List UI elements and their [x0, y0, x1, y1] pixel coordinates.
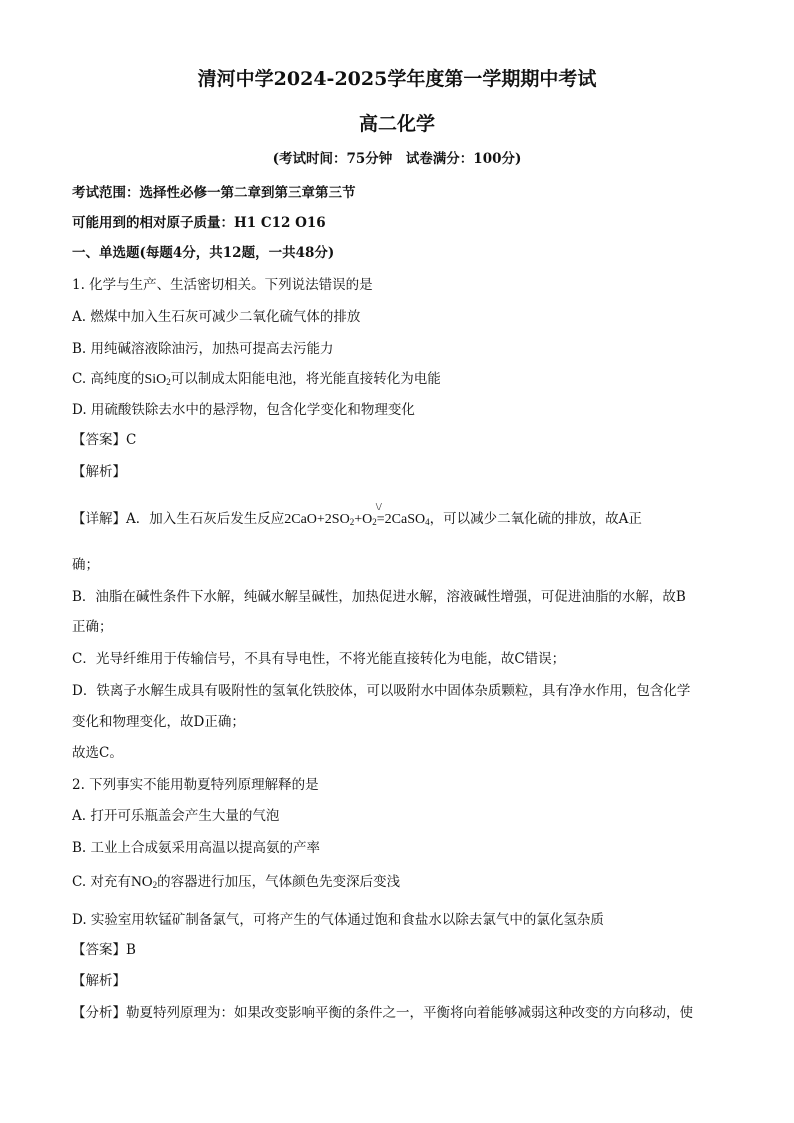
q1-analysis: 【解析】	[72, 464, 126, 480]
q2-stem: 2. 下列事实不能用勒夏特列原理解释的是	[72, 777, 319, 793]
formula-sub2: 2	[372, 517, 377, 527]
q1-detail-d1: D．铁离子水解生成具有吸附性的氢氧化铁胶体，可以吸附水中固体杂质颗粒，具有净水作用，包含化学	[72, 683, 691, 699]
no2-formula	[131, 873, 157, 894]
q2-answer: 【答案】B	[72, 942, 136, 958]
formula-part2: +O	[354, 512, 373, 527]
q1-option-b: B. 用纯碱溶液除油污，加热可提高去污能力	[72, 341, 334, 357]
q2-option-b: B. 工业上合成氨采用高温以提高氨的产率	[72, 840, 321, 856]
q2-analysis: 【解析】	[72, 973, 126, 989]
sio2-formula	[144, 371, 170, 391]
q1-stem: 1. 化学与生产、生活密切相关。下列说法错误的是	[72, 277, 373, 293]
q1-detail-c: C．光导纤维用于传输信号，不具有导电性，不将光能直接转化为电能，故C错误；	[72, 651, 566, 667]
q1-detail-b2: 正确；	[72, 619, 113, 635]
q1-conclusion: 故选C。	[72, 745, 123, 761]
no2-sub: 2	[152, 880, 158, 890]
exam-info: (考试时间：75分钟 试卷满分：100分)	[272, 151, 522, 167]
q2-option-c-pre: C. 对充有	[72, 874, 131, 890]
exam-title: 清河中学2024-2025学年度第一学期期中考试	[197, 68, 597, 90]
sio2-text: SiO	[144, 372, 167, 387]
q1-detail-b1: B．油脂在碱性条件下水解，纯碱水解呈碱性，加热促进水解，溶液碱性增强，可促进油脂的水解，故B	[72, 589, 686, 605]
q1-option-c-post: 可以制成太阳能电池，将光能直接转化为电能	[170, 371, 441, 387]
no2-text: NO	[130, 874, 153, 890]
q2-option-c-post: 的容器进行加压，气体颜色先变深后变浅	[157, 874, 401, 890]
q1-option-c-pre: C. 高纯度的	[72, 371, 145, 387]
formula-equals	[375, 501, 385, 529]
q2-option-d: D. 实验室用软锰矿制备氯气，可将产生的气体通过饱和食盐水以除去氯气中的氯化氢杂质	[72, 912, 604, 928]
formula-eq-sign: =	[376, 512, 385, 527]
formula-part1: 2CaO+2SO	[284, 512, 350, 527]
q1-answer: 【答案】C	[72, 432, 137, 448]
reaction-formula	[284, 501, 430, 531]
q2-option-c	[72, 873, 400, 894]
q1-detail-a-pre: 【详解】A．加入生石灰后发生反应	[72, 511, 285, 527]
heating-condition: \/	[375, 501, 382, 513]
q1-detail-a-post: ，可以减少二氧化硫的排放，故A正	[429, 511, 642, 527]
q1-option-c	[72, 370, 441, 391]
q2-analysis-detail: 【分析】勒夏特列原理为：如果改变影响平衡的条件之一，平衡将向着能够减弱这种改变的方向移动，使	[72, 1005, 693, 1021]
exam-subtitle: 高二化学	[358, 113, 435, 135]
q2-option-a: A. 打开可乐瓶盖会产生大量的气泡	[72, 808, 280, 824]
atomic-mass: 可能用到的相对原子质量：H1 C12 O16	[72, 215, 326, 231]
q1-option-d: D. 用硫酸铁除去水中的悬浮物，包含化学变化和物理变化	[72, 402, 415, 418]
q1-detail-d2: 变化和物理变化，故D正确；	[72, 714, 245, 730]
section-heading: 一、单选题(每题4分，共12题，一共48分)	[72, 245, 335, 261]
formula-sub1: 2	[349, 517, 355, 527]
q1-detail-a-cont: 确；	[72, 557, 99, 573]
formula-sub3: 4	[425, 517, 430, 527]
q1-detail-a	[72, 501, 642, 531]
exam-scope: 考试范围：选择性必修一第二章到第三章第三节	[72, 185, 356, 201]
q1-option-a: A. 燃煤中加入生石灰可减少二氧化硫气体的排放	[72, 309, 361, 325]
sio2-sub: 2	[166, 377, 171, 387]
formula-part3: 2CaSO	[384, 512, 426, 527]
